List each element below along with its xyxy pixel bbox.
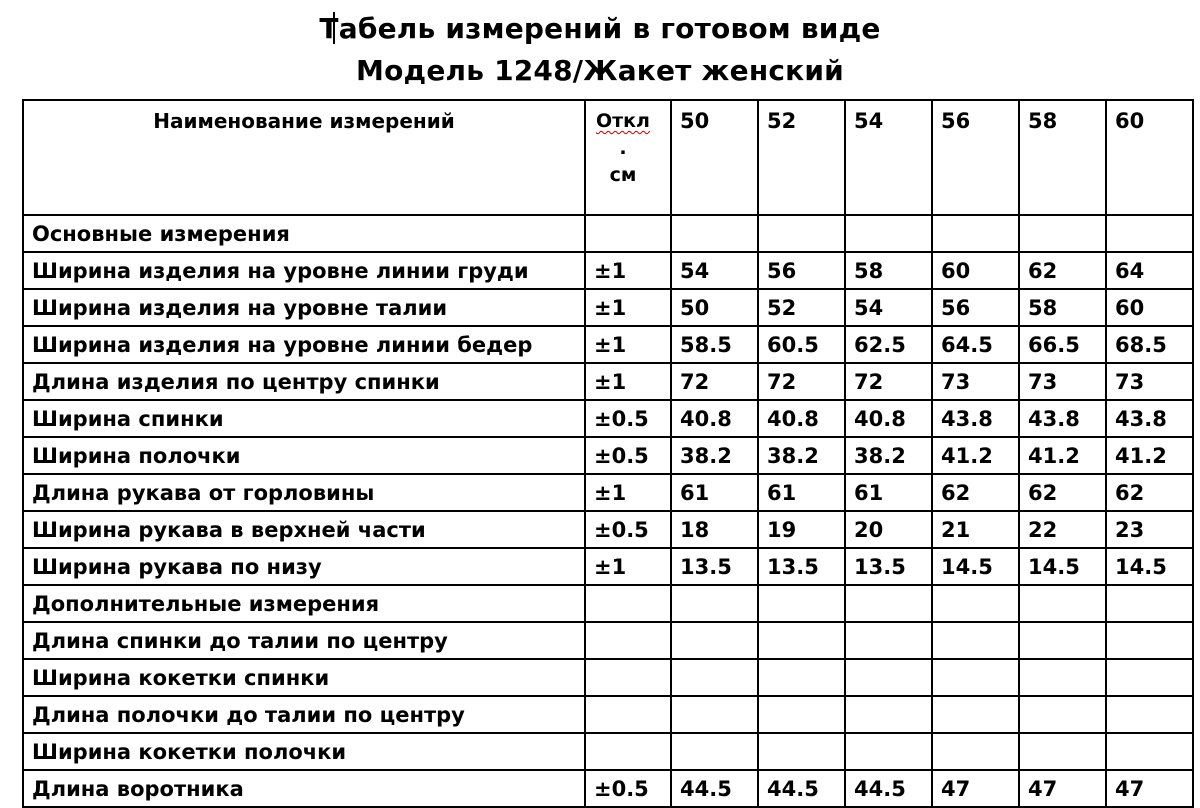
measurement-name: Ширина рукава по низу [23, 548, 585, 585]
measurement-value: 38.2 [758, 437, 845, 474]
measurement-value: 62 [1019, 474, 1106, 511]
measurement-value: 68.5 [1106, 326, 1193, 363]
header-size-54: 54 [845, 100, 932, 215]
measurement-deviation: ±0.5 [585, 511, 671, 548]
measurement-value: 20 [845, 511, 932, 548]
measurement-value: 40.8 [758, 400, 845, 437]
measurement-value: 47 [932, 770, 1019, 807]
measurement-value: 60 [1106, 289, 1193, 326]
measurement-value [1019, 733, 1106, 770]
measurement-value [845, 659, 932, 696]
measurement-name: Основные измерения [23, 215, 585, 252]
measurement-value: 73 [1106, 363, 1193, 400]
measurement-name: Длина спинки до талии по центру [23, 622, 585, 659]
measurement-value [1019, 215, 1106, 252]
measurement-value [845, 215, 932, 252]
measurement-value [671, 622, 758, 659]
header-size-50: 50 [671, 100, 758, 215]
table-header-row [23, 100, 1193, 215]
measurement-value [845, 733, 932, 770]
measurement-value [671, 215, 758, 252]
measurement-deviation [585, 696, 671, 733]
measurement-value: 19 [758, 511, 845, 548]
table-row [23, 548, 1193, 585]
measurement-value [1106, 696, 1193, 733]
measurement-value: 44.5 [671, 770, 758, 807]
measurement-value [845, 585, 932, 622]
measurement-value: 61 [845, 474, 932, 511]
measurement-value: 13.5 [758, 548, 845, 585]
measurement-value [845, 696, 932, 733]
table-row [23, 474, 1193, 511]
measurement-value: 40.8 [845, 400, 932, 437]
measurement-value: 56 [932, 289, 1019, 326]
measurement-deviation: ±1 [585, 252, 671, 289]
measurement-value [1019, 585, 1106, 622]
header-size-52: 52 [758, 100, 845, 215]
header-size-60: 60 [1106, 100, 1193, 215]
measurement-value [1106, 585, 1193, 622]
measurement-value: 72 [845, 363, 932, 400]
measurement-table [22, 99, 1194, 808]
header-deviation-part1: Откл [596, 110, 650, 132]
header-name: Наименование измерений [23, 100, 585, 215]
measurement-value [671, 585, 758, 622]
measurement-value [845, 622, 932, 659]
measurement-value: 50 [671, 289, 758, 326]
measurement-deviation: ±1 [585, 363, 671, 400]
measurement-name: Ширина изделия на уровне линии бедер [23, 326, 585, 363]
measurement-value: 66.5 [1019, 326, 1106, 363]
measurement-value: 21 [932, 511, 1019, 548]
measurement-value: 14.5 [1019, 548, 1106, 585]
measurement-value [932, 696, 1019, 733]
table-row [23, 659, 1193, 696]
table-row [23, 289, 1193, 326]
header-deviation-part2: . [619, 137, 627, 159]
table-row [23, 252, 1193, 289]
measurement-value: 72 [671, 363, 758, 400]
measurement-value: 47 [1106, 770, 1193, 807]
measurement-value: 41.2 [932, 437, 1019, 474]
measurement-name: Длина изделия по центру спинки [23, 363, 585, 400]
measurement-deviation: ±1 [585, 326, 671, 363]
measurement-name: Ширина рукава в верхней части [23, 511, 585, 548]
measurement-value: 14.5 [932, 548, 1019, 585]
measurement-value: 43.8 [1106, 400, 1193, 437]
table-row [23, 437, 1193, 474]
measurement-name: Дополнительные измерения [23, 585, 585, 622]
measurement-value [758, 659, 845, 696]
measurement-value [932, 622, 1019, 659]
table-row [23, 733, 1193, 770]
measurement-value: 14.5 [1106, 548, 1193, 585]
table-row [23, 400, 1193, 437]
measurement-value: 62 [1106, 474, 1193, 511]
measurement-value [1019, 622, 1106, 659]
measurement-value: 56 [758, 252, 845, 289]
measurement-value [932, 585, 1019, 622]
measurement-value: 73 [932, 363, 1019, 400]
table-row [23, 215, 1193, 252]
measurement-value: 44.5 [845, 770, 932, 807]
measurement-value: 54 [671, 252, 758, 289]
measurement-deviation: ±1 [585, 548, 671, 585]
measurement-value: 18 [671, 511, 758, 548]
measurement-deviation: ±0.5 [585, 437, 671, 474]
measurement-value [1106, 659, 1193, 696]
measurement-value [758, 585, 845, 622]
measurement-name: Ширина кокетки полочки [23, 733, 585, 770]
measurement-name: Длина воротника [23, 770, 585, 807]
measurement-value: 73 [1019, 363, 1106, 400]
measurement-value [1106, 622, 1193, 659]
measurement-value: 23 [1106, 511, 1193, 548]
measurement-name: Ширина кокетки спинки [23, 659, 585, 696]
measurement-value: 43.8 [932, 400, 1019, 437]
measurement-value: 47 [1019, 770, 1106, 807]
measurement-value: 58 [845, 252, 932, 289]
measurement-value: 64.5 [932, 326, 1019, 363]
measurement-value [932, 215, 1019, 252]
measurement-value: 41.2 [1106, 437, 1193, 474]
title-line-2: Модель 1248/Жакет женский [356, 54, 844, 87]
header-size-58: 58 [1019, 100, 1106, 215]
measurement-value: 13.5 [671, 548, 758, 585]
measurement-value: 58 [1019, 289, 1106, 326]
measurement-value: 61 [758, 474, 845, 511]
measurement-value: 62 [1019, 252, 1106, 289]
measurement-value [932, 733, 1019, 770]
measurement-value: 58.5 [671, 326, 758, 363]
measurement-value: 44.5 [758, 770, 845, 807]
measurement-value [1106, 215, 1193, 252]
table-row [23, 696, 1193, 733]
measurement-value [1019, 696, 1106, 733]
measurement-name: Ширина спинки [23, 400, 585, 437]
measurement-value: 52 [758, 289, 845, 326]
table-row [23, 770, 1193, 807]
table-row [23, 511, 1193, 548]
table-row [23, 363, 1193, 400]
measurement-deviation: ±0.5 [585, 770, 671, 807]
measurement-deviation: ±1 [585, 289, 671, 326]
table-row [23, 326, 1193, 363]
measurement-value: 41.2 [1019, 437, 1106, 474]
header-deviation [585, 100, 671, 215]
measurement-deviation [585, 733, 671, 770]
measurement-value: 54 [845, 289, 932, 326]
measurement-name: Длина рукава от горловины [23, 474, 585, 511]
measurement-name: Ширина полочки [23, 437, 585, 474]
measurement-value: 43.8 [1019, 400, 1106, 437]
measurement-value [1106, 733, 1193, 770]
measurement-value [932, 659, 1019, 696]
header-deviation-part3: см [609, 164, 637, 186]
measurement-name: Ширина изделия на уровне линии груди [23, 252, 585, 289]
measurement-value: 22 [1019, 511, 1106, 548]
measurement-deviation [585, 622, 671, 659]
measurement-deviation: ±0.5 [585, 400, 671, 437]
measurement-value: 60 [932, 252, 1019, 289]
measurement-value: 38.2 [671, 437, 758, 474]
measurement-value: 13.5 [845, 548, 932, 585]
measurement-name: Ширина изделия на уровне талии [23, 289, 585, 326]
measurement-value [1019, 659, 1106, 696]
measurement-value [758, 215, 845, 252]
measurement-value: 62.5 [845, 326, 932, 363]
measurement-value [671, 696, 758, 733]
table-row [23, 622, 1193, 659]
measurement-value [671, 733, 758, 770]
header-size-56: 56 [932, 100, 1019, 215]
measurement-value: 60.5 [758, 326, 845, 363]
measurement-name: Длина полочки до талии по центру [23, 696, 585, 733]
document-title [0, 8, 1200, 92]
title-line-1: Табель измерений в готовом виде [319, 12, 881, 45]
measurement-deviation [585, 585, 671, 622]
measurement-value [758, 696, 845, 733]
measurement-value [758, 733, 845, 770]
measurement-value: 40.8 [671, 400, 758, 437]
measurement-value: 64 [1106, 252, 1193, 289]
measurement-value: 72 [758, 363, 845, 400]
measurement-deviation: ±1 [585, 474, 671, 511]
measurement-value: 62 [932, 474, 1019, 511]
measurement-value: 38.2 [845, 437, 932, 474]
measurement-deviation [585, 659, 671, 696]
measurement-value [758, 622, 845, 659]
measurement-value [671, 659, 758, 696]
measurement-value: 61 [671, 474, 758, 511]
table-row [23, 585, 1193, 622]
measurement-deviation [585, 215, 671, 252]
